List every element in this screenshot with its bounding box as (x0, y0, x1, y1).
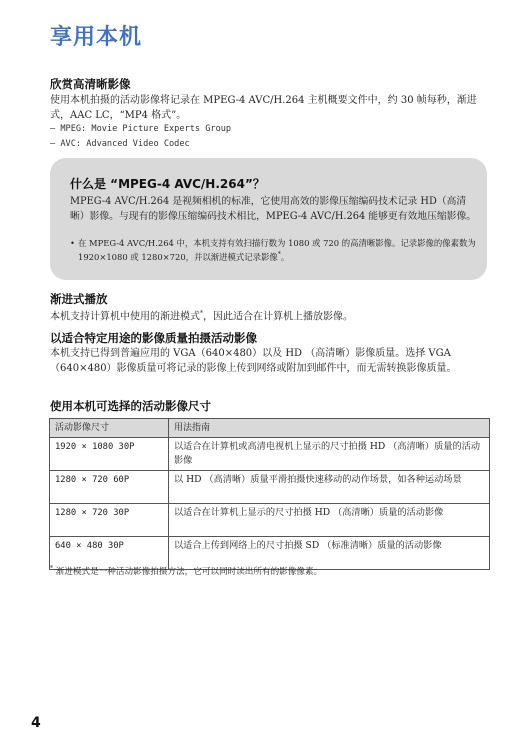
info-box-body: MPEG-4 AVC/H.264 是视频相机的标准，它使用高效的影像压缩编码技术记录 HD（高清晰）影像。与现有的影像压缩编码技术相比，MPEG-4 AVC/H.264 能够更有效地压缩影像。 (70, 196, 477, 222)
table-header-row (50, 419, 490, 438)
cell-size: 1280 × 720 30P (50, 504, 169, 537)
table-row (50, 438, 490, 471)
definition-avc: – AVC: Advanced Video Codec (50, 139, 190, 149)
info-box (50, 158, 487, 280)
definition-mpeg: – MPEG: Movie Picture Experts Group (50, 124, 232, 134)
quality-body: 本机支持已得到普遍应用的 VGA（640×480）以及 HD （高清晰）影像质量。选择 VGA（640×480）影像质量可将记录的影像上传到网络或附加到邮件中，而无需转换影像质量。 (50, 348, 457, 374)
cell-size: 640 × 480 30P (50, 537, 169, 570)
section-heading-progressive: 渐进式播放 (50, 292, 108, 306)
column-header-usage: 用法指南 (169, 419, 490, 438)
table-row (50, 471, 490, 504)
bullet-icon: • (70, 238, 75, 248)
cell-size: 1920 × 1080 30P (50, 438, 169, 471)
cell-usage: 以 HD （高清晰）质量平滑拍摄快速移动的动作场景，如各种运动场景 (169, 471, 490, 504)
table-row (50, 504, 490, 537)
cell-size: 1280 × 720 60P (50, 471, 169, 504)
cell-usage: 以适合上传到网络上的尺寸拍摄 SD （标准清晰）质量的活动影像 (169, 537, 490, 570)
footnote-marker: * (200, 310, 203, 317)
column-header-size: 活动影像尺寸 (50, 419, 169, 438)
progressive-body (50, 306, 490, 324)
footnote-marker: * (277, 251, 281, 258)
progressive-body-text: 本机支持计算机中使用的渐进模式 (50, 311, 200, 323)
info-box-bullet-text: 在 MPEG-4 AVC/H.264 中，本机支持有效扫描行数为 1080 或 720 的高清晰影像。记录影像的像素数为 1920×1080 或 1280×720，并以渐进模式记录影像 (78, 238, 476, 262)
viewing-body: 使用本机拍摄的活动影像将记录在 MPEG-4 AVC/H.264 主机概要文件中，约 30 帧每秒，渐进式，AAC LC，“MP4 格式”。 (50, 95, 477, 121)
section-heading-quality: 以适合特定用途的影像质量拍摄活动影像 (50, 331, 257, 345)
page-title: 享用本机 (50, 25, 143, 50)
progressive-body-end: ，因此适合在计算机上播放影像。 (203, 311, 353, 323)
info-box-bullet-end: 。 (280, 251, 290, 262)
cell-usage: 以适合在计算机或高清电视机上显示的尺寸拍摄 HD （高清晰）质量的活动影像 (169, 438, 490, 471)
info-box-bullet (70, 237, 482, 263)
section-heading-viewing: 欣赏高清晰影像 (50, 77, 131, 91)
footnote-marker: * (50, 565, 53, 573)
footnote-text: 渐进模式是一种活动影像拍摄方法，它可以同时读出所有的影像像素。 (55, 567, 323, 577)
info-box-title: 什么是 “MPEG-4 AVC/H.264”？ (70, 177, 265, 191)
page-number: 4 (31, 715, 41, 731)
section-heading-sizes: 使用本机可选择的活动影像尺寸 (50, 399, 211, 413)
cell-usage: 以适合在计算机上显示的尺寸拍摄 HD （高清晰）质量的活动影像 (169, 504, 490, 537)
footnote (50, 565, 490, 577)
